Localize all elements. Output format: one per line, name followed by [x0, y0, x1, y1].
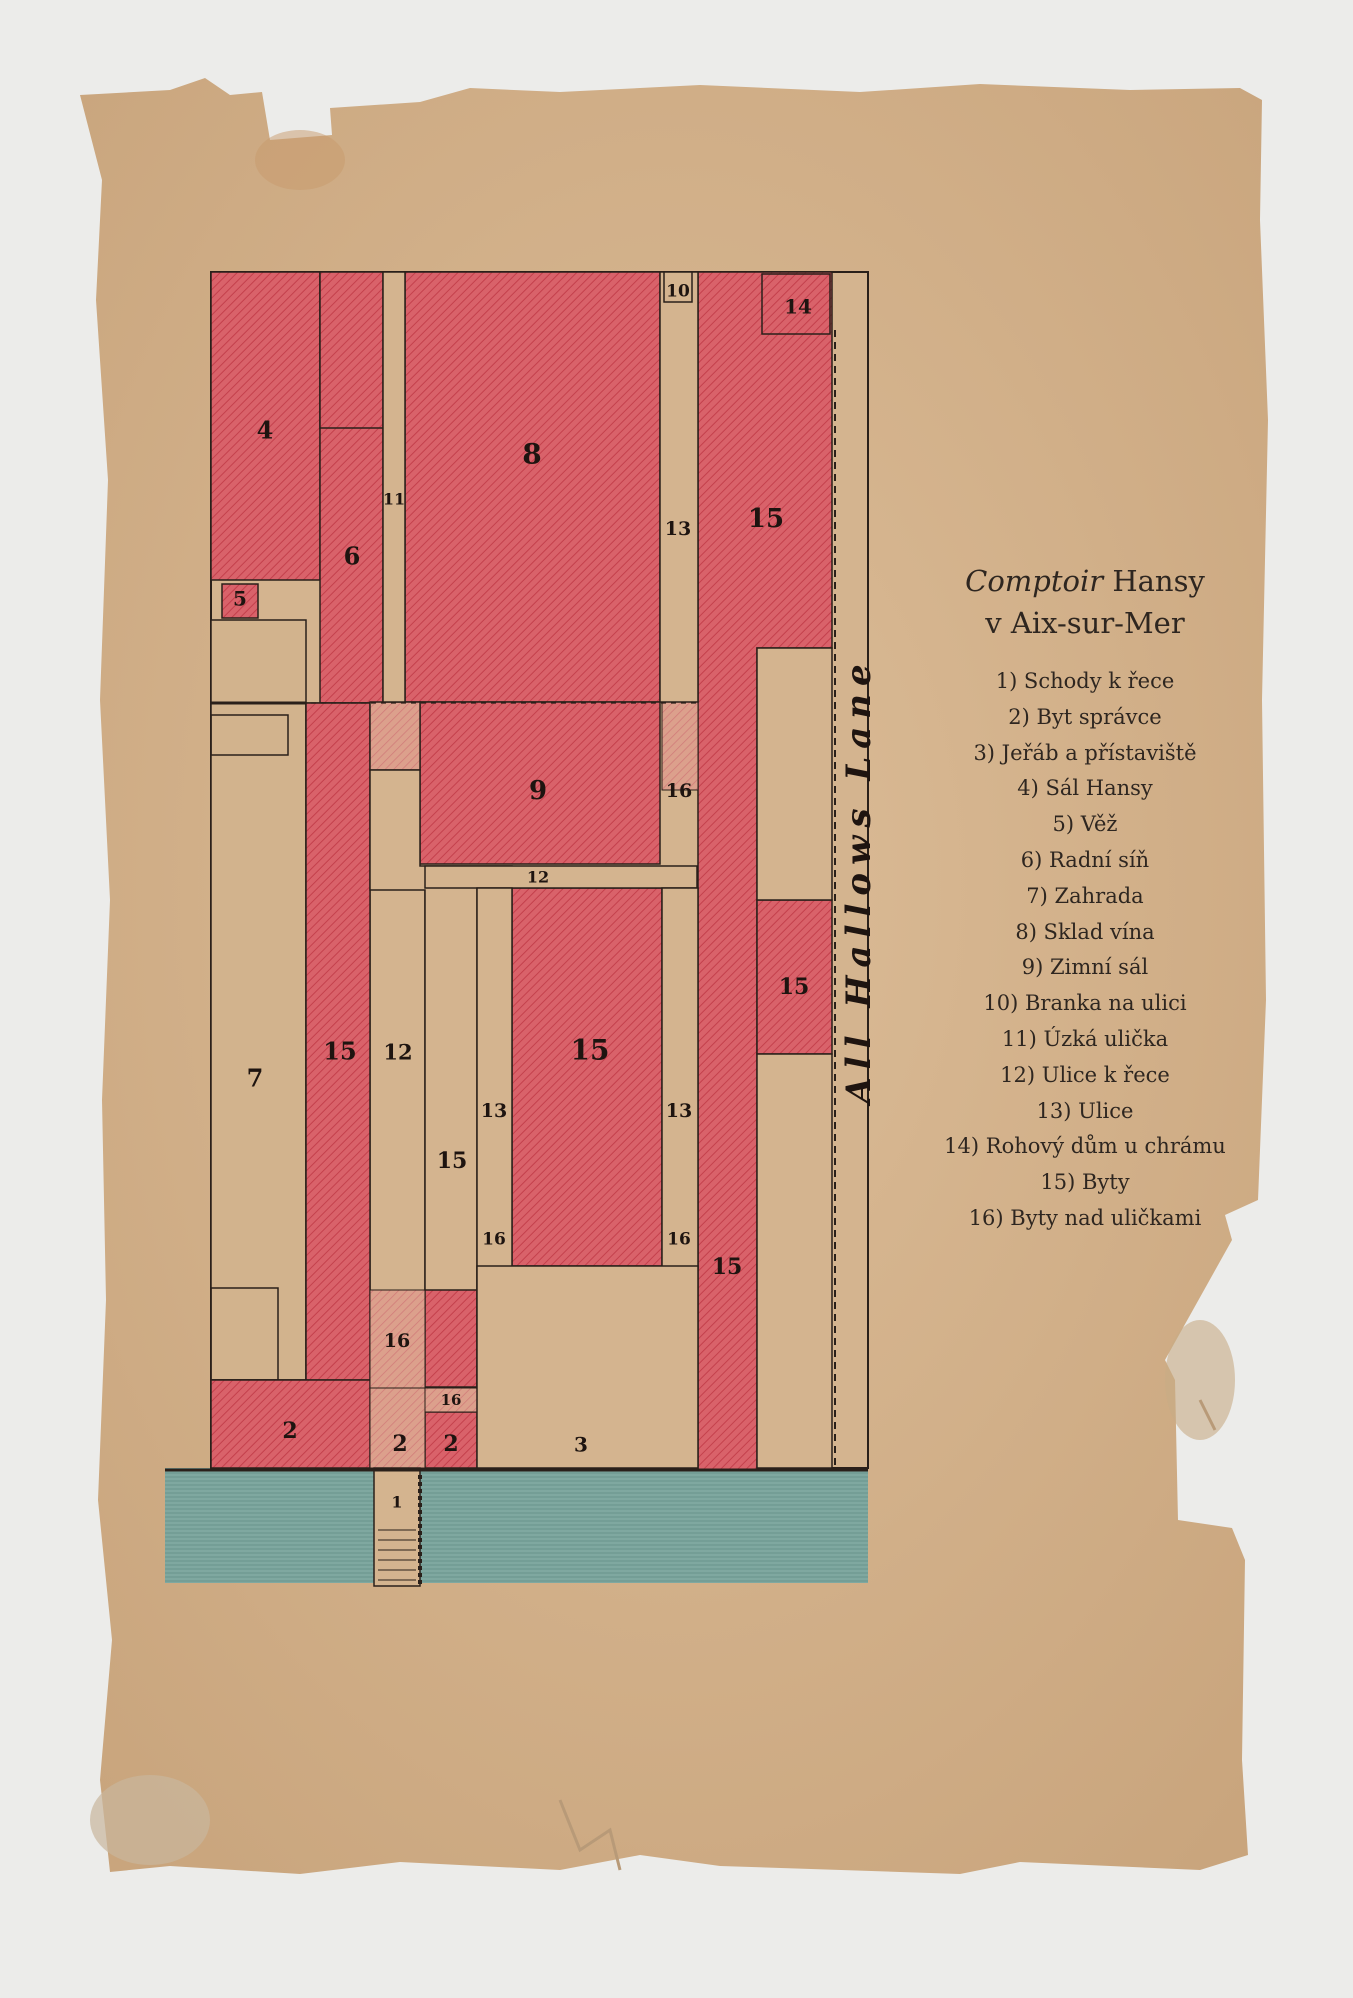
label-over-flats: 16 — [383, 1330, 411, 1352]
label-narrow: 11 — [382, 489, 406, 509]
legend-item: 3) Jeřáb a přístaviště — [973, 740, 1197, 765]
legend-item: 13) Ulice — [1036, 1098, 1134, 1123]
legend-item: 11) Úzká ulička — [1001, 1026, 1169, 1051]
legend-item: 14) Rohový dům u chrámu — [944, 1134, 1226, 1159]
legend-item: 7) Zahrada — [1026, 883, 1144, 908]
legend-item: 9) Zimní sál — [1021, 955, 1149, 980]
label-street: 13 — [480, 1100, 508, 1122]
label-stairs: 1 — [391, 1492, 403, 1512]
label-winter: 9 — [528, 776, 548, 806]
label-river-street: 12 — [383, 1039, 413, 1065]
label-steward: 2 — [443, 1431, 459, 1457]
legend-item: 2) Byt správce — [1008, 704, 1162, 729]
legend-item: 5) Věž — [1052, 812, 1118, 837]
building-flats-center — [512, 888, 662, 1266]
legend-item: 10) Branka na ulici — [983, 991, 1187, 1016]
legend-item: 6) Radní síň — [1020, 847, 1150, 872]
label-crane: 3 — [574, 1432, 588, 1457]
legend-title-italic: Comptoir — [965, 564, 1104, 598]
label-street: 13 — [665, 1100, 693, 1122]
label-over-flats: 16 — [667, 1229, 691, 1250]
paper-stain — [90, 1775, 210, 1865]
legend-title — [900, 560, 1270, 602]
label-corner: 14 — [784, 294, 812, 319]
building-wine — [405, 272, 660, 702]
label-flats: 15 — [747, 504, 785, 534]
legend-item: 16) Byty nad uličkami — [968, 1205, 1202, 1230]
label-flats: 15 — [778, 974, 810, 1000]
label-council: 6 — [343, 541, 361, 571]
label-street: 13 — [664, 518, 692, 540]
label-tower: 5 — [233, 586, 247, 611]
garden-area — [211, 620, 306, 1380]
street-label: All Hallows Lane — [839, 656, 879, 1104]
label-flats: 15 — [711, 1254, 743, 1280]
label-gate: 10 — [666, 281, 690, 302]
label-hall: 4 — [256, 415, 274, 445]
legend-item: 8) Sklad vína — [1015, 919, 1155, 944]
label-flats: 15 — [570, 1033, 610, 1067]
map-legend — [900, 560, 1270, 1237]
river-water — [165, 1468, 868, 1583]
label-flats: 15 — [323, 1036, 357, 1066]
label-steward: 2 — [392, 1431, 408, 1457]
label-steward: 2 — [282, 1418, 298, 1444]
paper-stain — [1165, 1320, 1235, 1440]
label-garden: 7 — [246, 1063, 264, 1093]
legend-item: 15) Byty — [1040, 1170, 1130, 1195]
label-river-street: 12 — [526, 867, 550, 887]
legend-title-rest: Hansy — [1103, 564, 1205, 598]
river-stairs — [374, 1468, 420, 1586]
legend-item: 12) Ulice k řece — [1000, 1062, 1170, 1087]
paper-stain — [255, 130, 345, 190]
label-over-flats: 16 — [665, 780, 693, 802]
legend-subtitle: v Aix-sur-Mer — [985, 606, 1185, 640]
legend-item: 4) Sál Hansy — [1017, 776, 1153, 801]
building-council-annex — [320, 272, 383, 428]
legend-item: 1) Schody k řece — [995, 669, 1175, 693]
label-flats: 15 — [436, 1148, 468, 1174]
label-over-flats: 16 — [482, 1229, 506, 1250]
label-over-flats: 16 — [440, 1391, 462, 1409]
building-link — [370, 702, 420, 770]
label-wine: 8 — [522, 437, 542, 471]
